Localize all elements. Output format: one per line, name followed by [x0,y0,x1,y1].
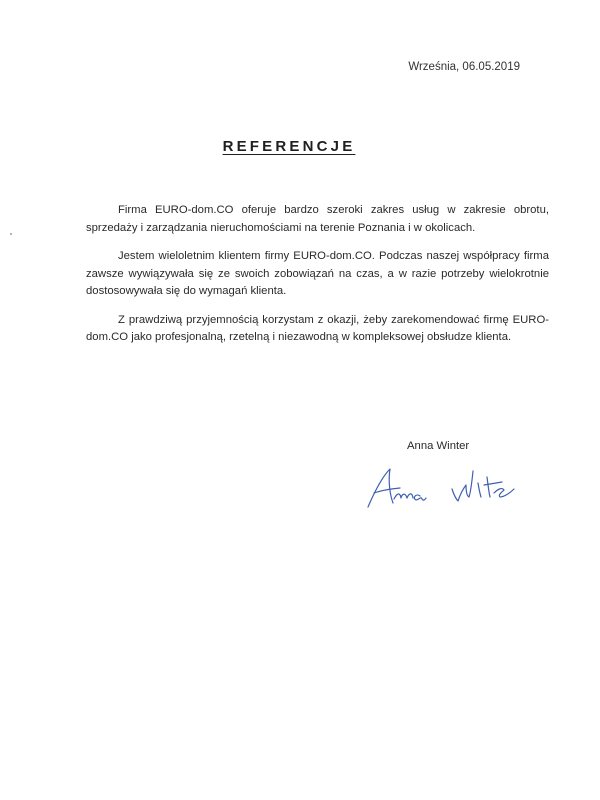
signer-name: Anna Winter [407,440,470,452]
paragraph-2: Jestem wieloletnim klientem firmy EURO-dom.CO. Podczas naszej współpracy firma zawsze wywiązywała się ze swoich zobowiązań na czas, a w razie potrzeby wielokrotnie dostosowywała się do wymagań klienta. [86,250,549,297]
letter-date: Września, 06.05.2019 [408,61,520,73]
paragraph-1: Firma EURO-dom.CO oferuje bardzo szeroki zakres usług w zakresie obrotu, sprzedaży i zarządzania nieruchomościami na terenie Poznania i w okolicach. [86,204,549,234]
paragraph-3: Z prawdziwą przyjemnością korzystam z okazji, żeby zarekomendować firmę EURO-dom.CO jako profesjonalną, rzetelną i niezawodną w kompleksowej obsłudze klienta. [86,313,549,343]
letter-title: REFERENCJE [222,138,356,155]
scan-speck [10,233,12,235]
handwritten-signature [360,463,520,511]
letter-body [86,202,549,358]
